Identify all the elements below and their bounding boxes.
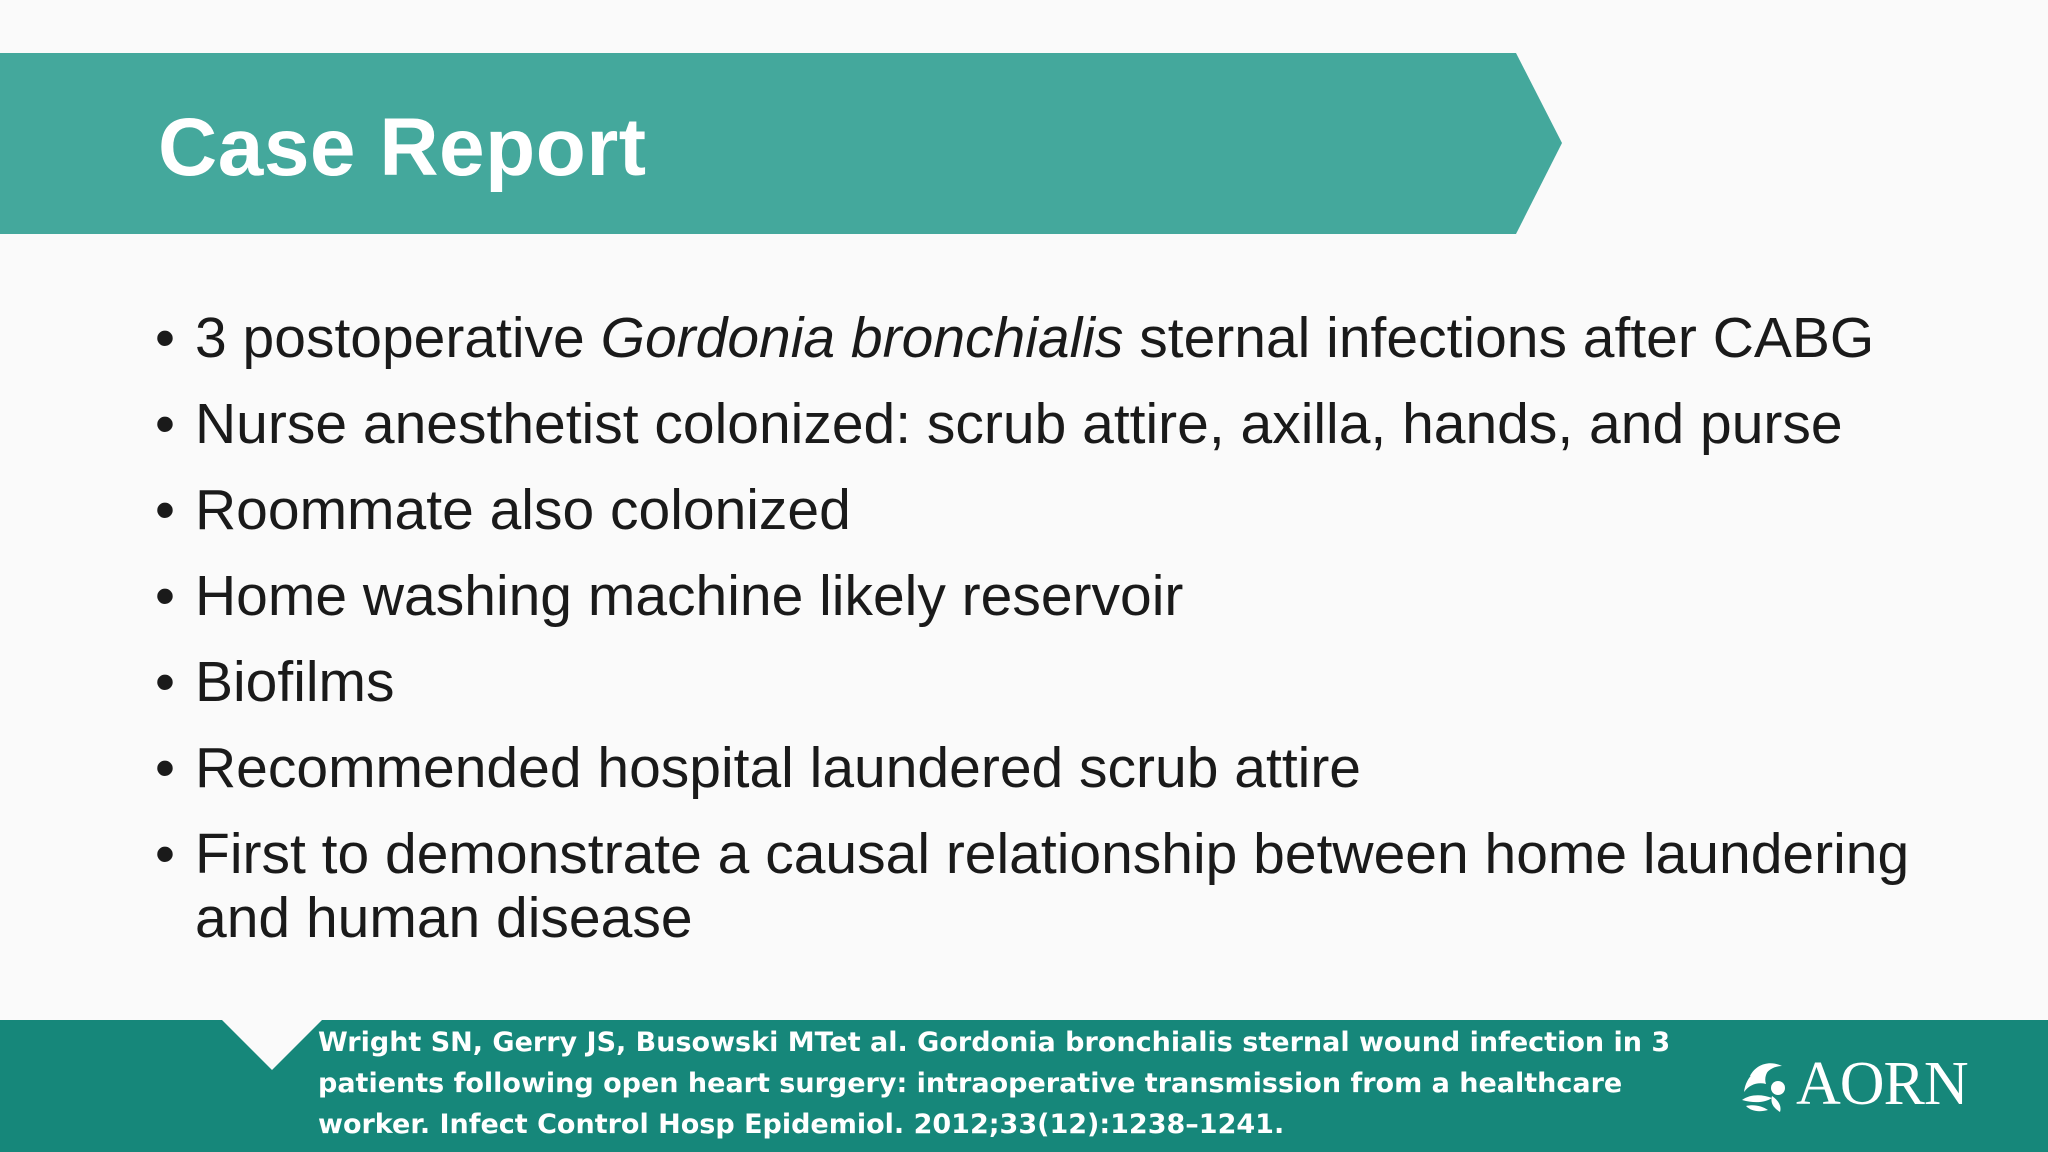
bullet-dot: • (155, 306, 175, 370)
bullet-item (155, 564, 2015, 628)
bullet-item (155, 736, 2015, 800)
bullet-item (155, 392, 2015, 456)
bullet-italic-text: Gordonia bronchialis (600, 306, 1124, 370)
bullet-text: Home washing machine likely reservoir (195, 564, 1184, 628)
bullet-item (155, 650, 2015, 714)
bullet-item (155, 306, 2015, 370)
bullet-text-tail: sternal infections after CABG (1123, 306, 1875, 370)
citation-text: Wright SN, Gerry JS, Busowski MTet al. Gordonia bronchialis sternal wound infection in 3 patients following open heart surgery: intraoperative transmission from a healthcare worker. Infect Control Hosp Epidemiol. 2012;33(12):1238–1241. (318, 1027, 1671, 1140)
bullet-text: Nurse anesthetist colonized: scrub attire, axilla, hands, and purse (195, 392, 1843, 456)
bullet-item (155, 822, 2015, 950)
bullet-item (155, 478, 2015, 542)
bullet-dot: • (155, 478, 175, 542)
bullet-text: Biofilms (195, 650, 395, 714)
bullet-text: Roommate also colonized (195, 478, 851, 542)
aorn-logo-text: AORN (1796, 1050, 1968, 1118)
aorn-emblem-icon (1736, 1054, 1792, 1114)
slide-title: Case Report (158, 102, 647, 193)
bullet-dot: • (155, 736, 175, 800)
bullet-dot: • (155, 650, 175, 714)
bullet-dot: • (155, 822, 175, 886)
bullet-text: Recommended hospital laundered scrub attire (195, 736, 1361, 800)
bullet-dot: • (155, 564, 175, 628)
bullet-dot: • (155, 392, 175, 456)
bullet-list (155, 306, 2015, 972)
aorn-logo (1736, 1052, 1968, 1116)
bullet-text: 3 postoperative (195, 306, 601, 370)
bullet-text: First to demonstrate a causal relationship between home laundering and human disease (195, 822, 1910, 950)
